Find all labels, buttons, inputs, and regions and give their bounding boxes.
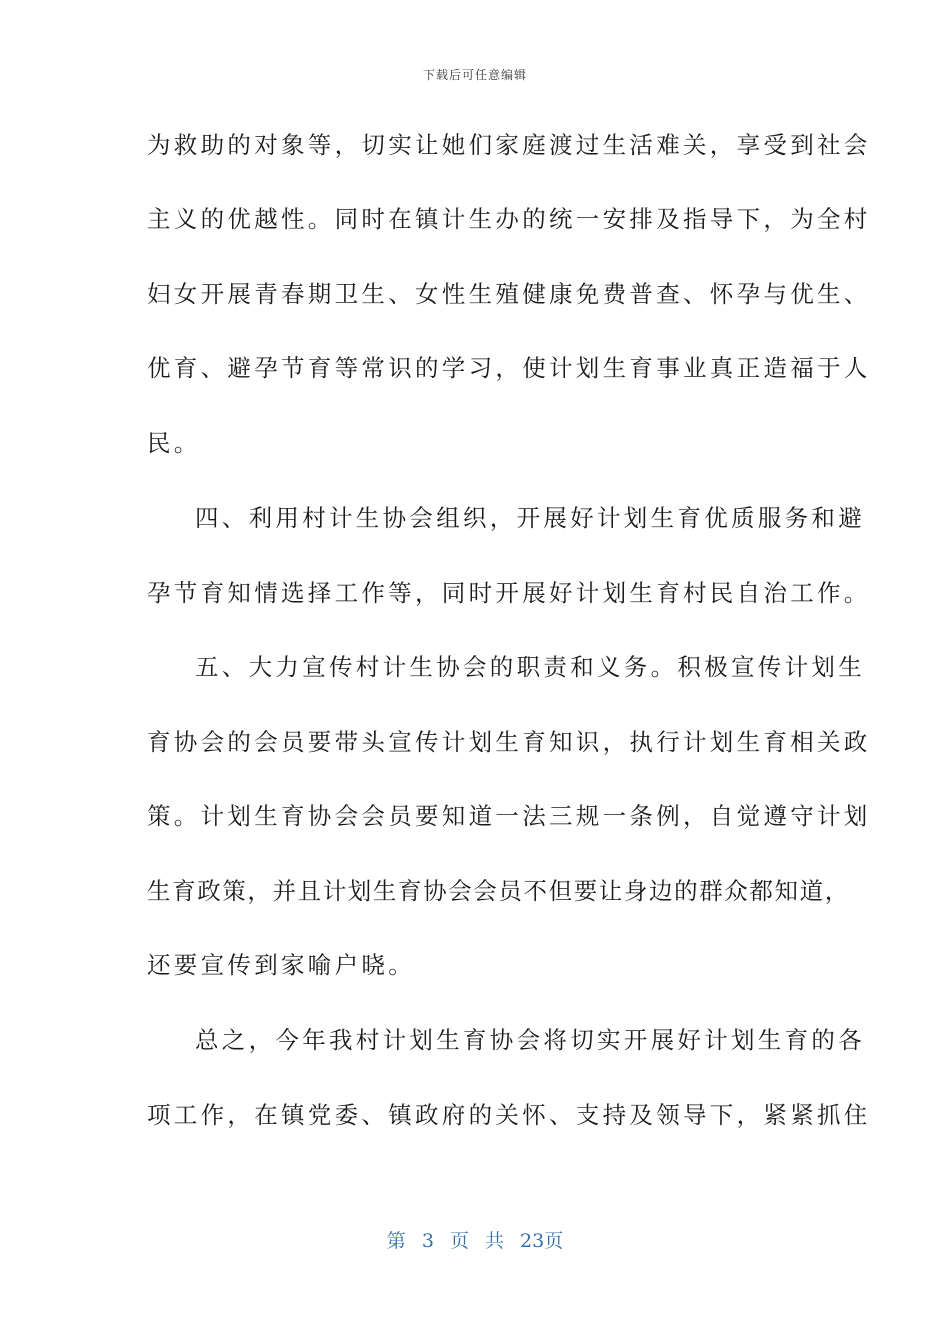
body-line-10: 策。计划生育协会会员要知道一法三规一条例，自觉遵守计划 (147, 802, 871, 830)
body-line-9: 育协会的会员要带头宣传计划生育知识，执行计划生育相关政 (147, 728, 871, 756)
body-line-5: 民。 (147, 429, 201, 457)
page-header: 下载后可任意编辑 (422, 68, 527, 82)
body-line-4: 优育、避孕节育等常识的学习，使计划生育事业真正造福于人 (147, 354, 871, 382)
body-line-7: 孕节育知情选择工作等，同时开展好计划生育村民自治工作。 (147, 579, 871, 607)
body-line-6: 四、利用村计生协会组织，开展好计划生育优质服务和避 (195, 504, 865, 532)
body-line-13: 总之，今年我村计划生育协会将切实开展好计划生育的各 (195, 1026, 865, 1054)
body-line-8: 五、大力宣传村计生协会的职责和义务。积极宣传计划生 (195, 653, 865, 681)
body-line-1: 为救助的对象等，切实让她们家庭渡过生活难关，享受到社会 (147, 131, 871, 159)
body-line-11: 生育政策，并且计划生育协会会员不但要让身边的群众都知道， (147, 877, 850, 905)
body-line-14: 项工作，在镇党委、镇政府的关怀、支持及领导下，紧紧抓住 (147, 1101, 871, 1129)
body-line-12: 还要宣传到家喻户晓。 (147, 951, 415, 979)
body-line-3: 妇女开展青春期卫生、女性生殖健康免费普查、怀孕与优生、 (147, 280, 871, 308)
body-line-2: 主义的优越性。同时在镇计生办的统一安排及指导下，为全村 (147, 205, 871, 233)
page-number-footer: 第 3 页 共 23页 (386, 1230, 564, 1252)
